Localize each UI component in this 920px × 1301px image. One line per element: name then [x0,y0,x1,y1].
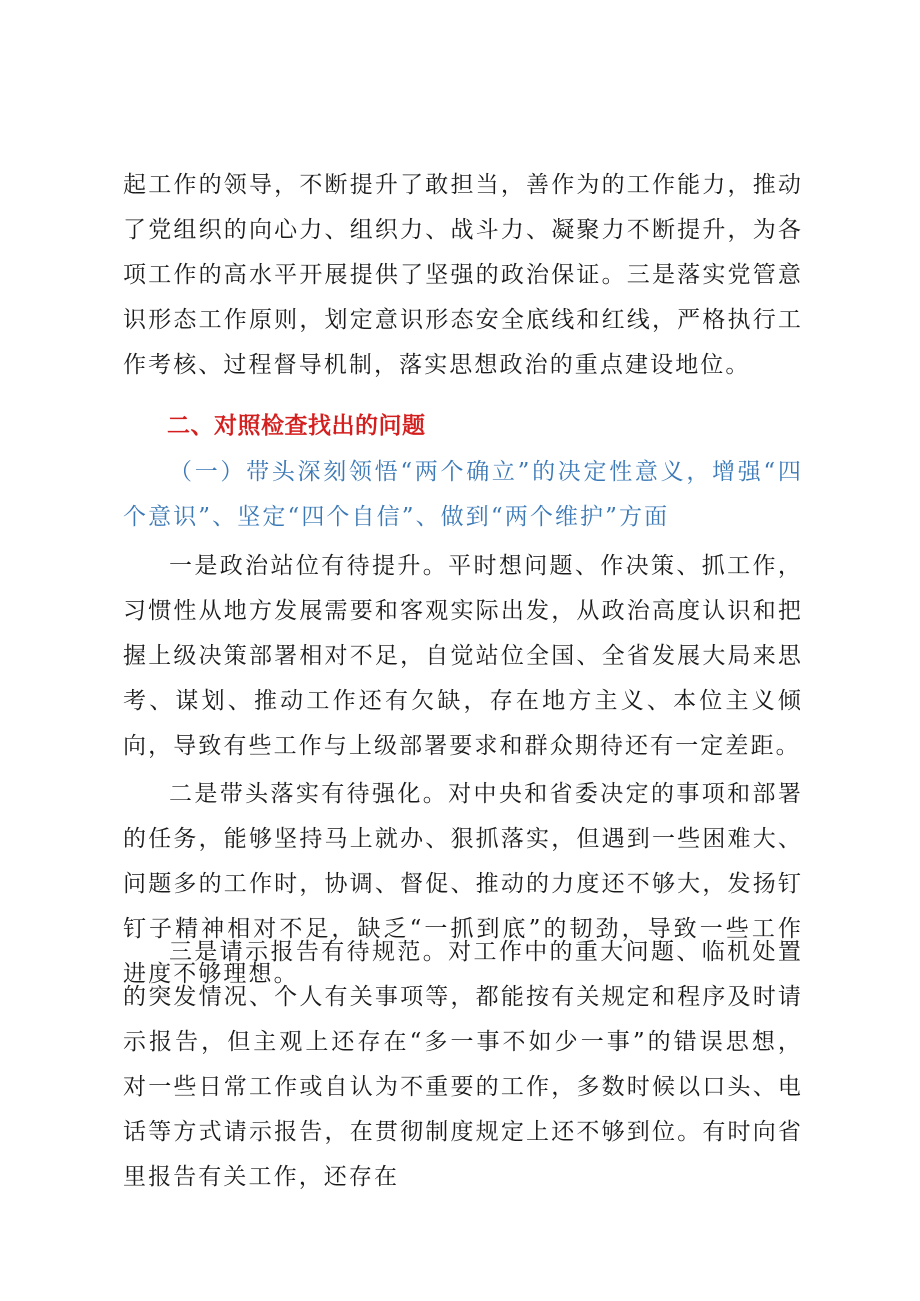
sub-heading: （一）带头深刻领悟“两个确立”的决定性意义，增强“四个意识”、坚定“四个自信”、做到“两个维护”方面 [123,459,803,530]
intro-paragraph: 起工作的领导，不断提升了敢担当，善作为的工作能力，推动了党组织的向心力、组织力、战斗力、凝聚力不断提升，为各项工作的高水平开展提供了坚强的政治保证。三是落实党管意识形态工作原则，划定意识形态安全底线和红线，严格执行工作考核、过程督导机制，落实思想政治的重点建设地位。 [123,172,803,378]
body-paragraph-3: 三是请示报告有待规范。对工作中的重大问题、临机处置的突发情况、个人有关事项等，都能按有关规定和程序及时请示报告，但主观上还存在“多一事不如少一事”的错误思想，对一些日常工作或自认为不重要的工作，多数时候以口头、电话等方式请示报告，在贯彻制度规定上还不够到位。有时向省里报告有关工作，还存在 [123,939,803,1190]
section-heading: 二、对照检查找出的问题 [167,413,426,439]
body-paragraph-1: 一是政治站位有待提升。平时想问题、作决策、抓工作，习惯性从地方发展需要和客观实际出发，从政治高度认识和把握上级决策部署相对不足，自觉站位全国、全省发展大局来思考、谋划、推动工作还有欠缺，存在地方主义、本位主义倾向，导致有些工作与上级部署要求和群众期待还有一定差距。 [123,553,803,759]
body-paragraph-2: 二是带头落实有待强化。对中央和省委决定的事项和部署的任务，能够坚持马上就办、狠抓落实，但遇到一些困难大、问题多的工作时，协调、督促、推动的力度还不够大，发扬钉钉子精神相对不足，缺乏“一抓到底”的韧劲，导致一些工作进度不够理想。 [123,781,803,987]
